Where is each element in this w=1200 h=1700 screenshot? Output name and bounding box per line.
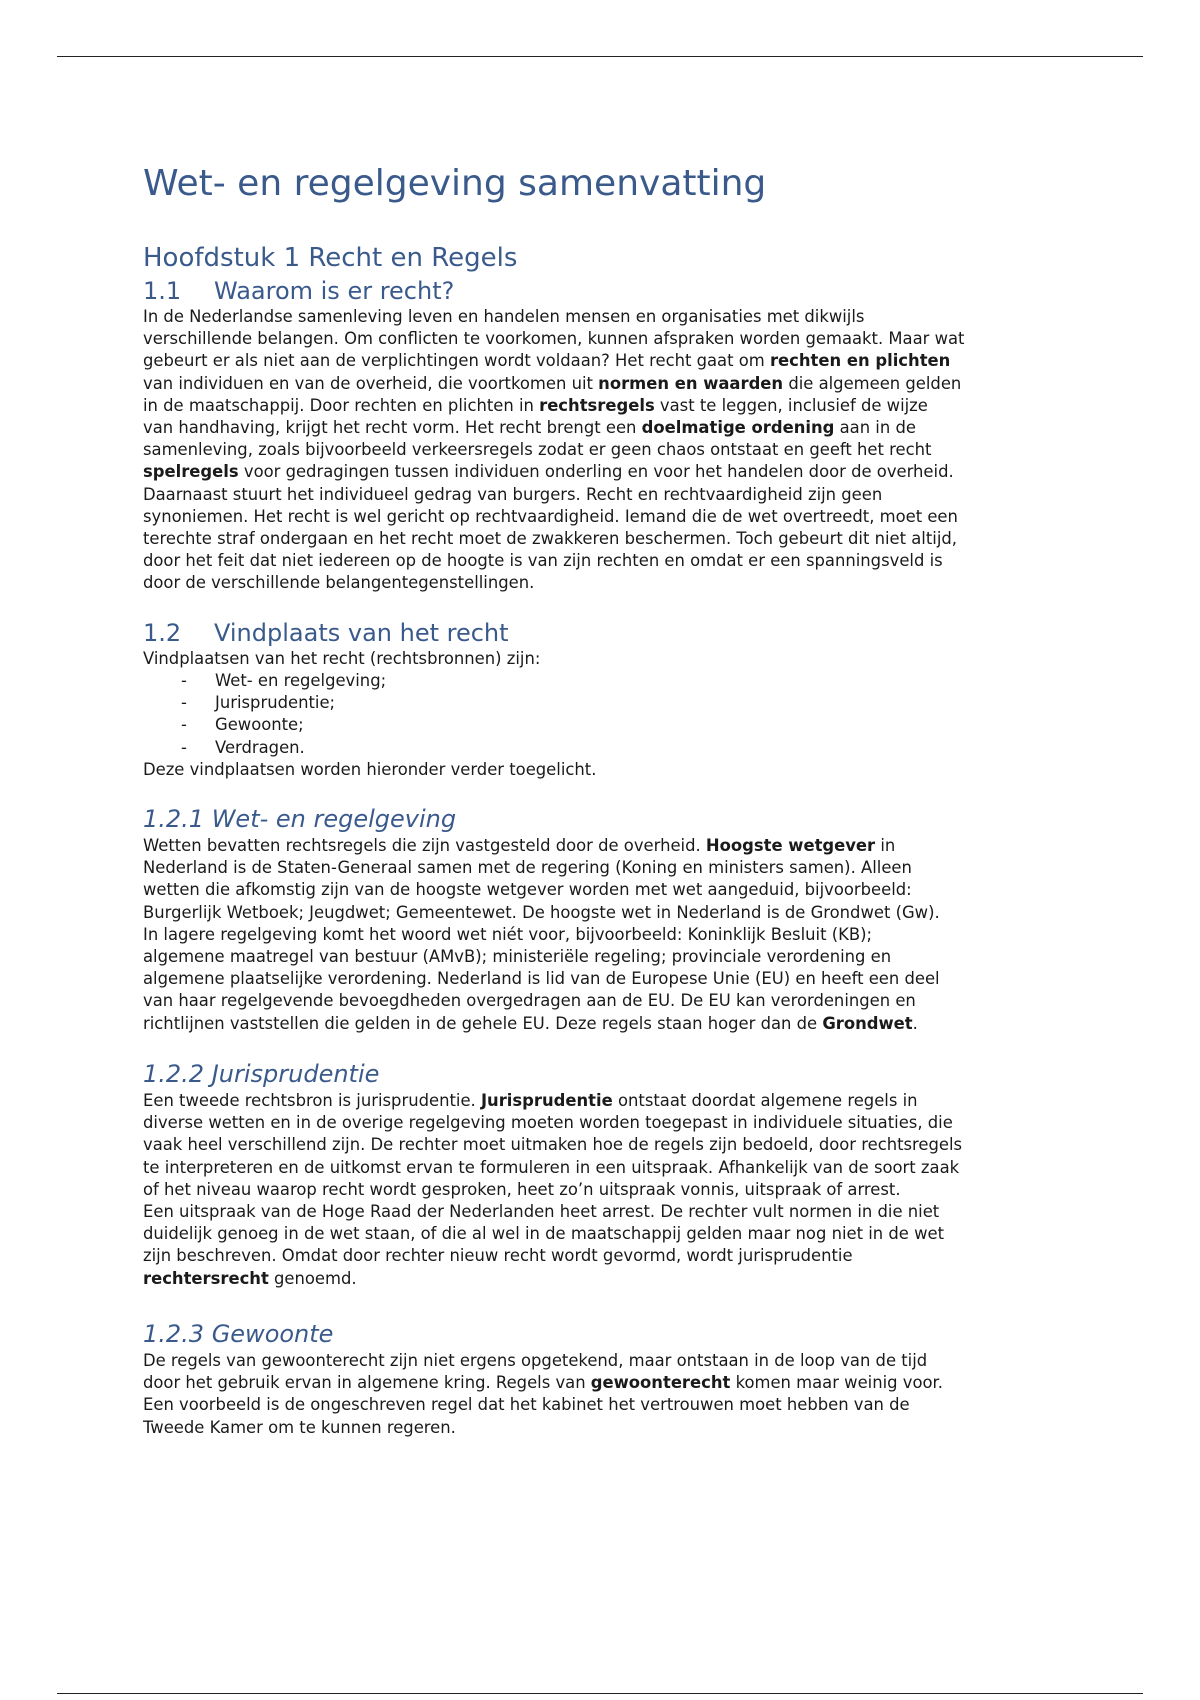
text-line: van handhaving, krijgt het recht vorm. Het recht brengt een doelmatige ordening aan in de [143,418,916,438]
text-line: Nederland is de Staten-Generaal samen met de regering (Koning en ministers samen). Alleen [143,858,912,878]
bullet-marker: - [181,693,187,713]
list-item [143,737,386,759]
text-line: gebeurt er als niet aan de verplichtingen wordt voldaan? Het recht gaat om rechten en plichten [143,351,951,371]
text-line: door het feit dat niet iedereen op de hoogte is van zijn rechten en omdat er een spanningsveld is [143,551,943,571]
text-line: In de Nederlandse samenleving leven en handelen mensen en organisaties met dikwijls [143,307,865,326]
text-line: door de verschillende belangentegenstellingen. [143,573,535,593]
paragraph-1-2-3 [143,1350,1058,1439]
list-item [143,692,386,714]
list-item-text: Gewoonte; [215,715,304,735]
list-item-text: Jurisprudentie; [215,693,336,713]
text-line: van haar regelgevende bevoegdheden overgedragen aan de EU. De EU kan verordeningen en [143,991,916,1011]
text-line: algemene maatregel van bestuur (AMvB); ministeriële regeling; provinciale verordening en [143,947,892,967]
chapter-heading: Hoofdstuk 1 Recht en Regels [143,243,518,273]
text-line: vaak heel verschillend zijn. De rechter moet uitmaken hoe de regels zijn bedoeld, door rechtsregels [143,1135,963,1155]
paragraph-1-1 [143,306,1058,595]
text-line: In lagere regelgeving komt het woord wet niét voor, bijvoorbeeld: Koninklijk Besluit (KB); [143,924,873,944]
bold-term: normen en waarden [598,373,784,393]
text-line: Daarnaast stuurt het individueel gedrag van burgers. Recht en rechtvaardigheid zijn geen [143,484,883,504]
subsection-heading-1-2-2: 1.2.2 Jurisprudentie [143,1060,380,1088]
bullet-marker: - [181,715,187,735]
text-line: wetten die afkomstig zijn van de hoogste wetgever worden met wet aangeduid, bijvoorbeeld: [143,880,912,900]
text-line: Een uitspraak van de Hoge Raad der Nederlanden heet arrest. De rechter vult normen in die niet [143,1202,940,1222]
bullet-marker: - [181,671,187,690]
text-line: te interpreteren en de uitkomst ervan te formuleren in een uitspraak. Afhankelijk van de soort zaak [143,1157,960,1177]
list-item-text: Wet- en regelgeving; [215,671,387,690]
bold-term: rechtersrecht [143,1268,269,1288]
subsection-heading-1-2-1: 1.2.1 Wet- en regelgeving [143,805,457,833]
text-line: in de maatschappij. Door rechten en plichten in rechtsregels vast te leggen, inclusief de wijze [143,395,928,415]
text-line: duidelijk genoeg in de wet staan, of die al wel in de maatschappij gelden maar nog niet in de wet [143,1224,944,1244]
paragraph-1-2-2 [143,1090,1058,1290]
text-line: Burgerlijk Wetboek; Jeugdwet; Gemeentewet. De hoogste wet in Nederland is de Grondwet (Gw). [143,902,940,922]
paragraph-1-2-intro: Vindplaatsen van het recht (rechtsbronnen) zijn: [143,649,541,668]
text-line: rechtersrecht genoemd. [143,1268,357,1288]
text-line: spelregels voor gedragingen tussen individuen onderling en voor het handelen door de overheid. [143,462,954,482]
text-line: Een tweede rechtsbron is jurisprudentie. Jurisprudentie ontstaat doordat algemene regels in [143,1091,918,1110]
bold-term: spelregels [143,462,239,482]
list-item-text: Verdragen. [215,737,305,757]
section-heading-1-1 [143,276,454,306]
section-heading-1-2 [143,618,509,648]
section-number: 1.1 [143,277,182,305]
bold-term: Grondwet [822,1013,913,1033]
section-title: Waarom is er recht? [214,277,455,305]
text-line: samenleving, zoals bijvoorbeeld verkeersregels zodat er geen chaos ontstaat en geeft het recht [143,440,932,460]
bullet-marker: - [181,737,187,757]
text-line: door het gebruik ervan in algemene kring. Regels van gewoonterecht komen maar weinig voor. [143,1373,943,1393]
bold-term: Hoogste wetgever [705,836,876,855]
text-line: synoniemen. Het recht is wel gericht op rechtvaardigheid. Iemand die de wet overtreedt, moet een [143,506,958,526]
paragraph-1-2-outro: Deze vindplaatsen worden hieronder verder toegelicht. [143,760,597,779]
section-title: Vindplaats van het recht [214,619,509,647]
list-item [143,670,386,692]
text-line: Tweede Kamer om te kunnen regeren. [143,1417,456,1437]
text-line: verschillende belangen. Om conflicten te voorkomen, kunnen afspraken worden gemaakt. Maar wat [143,329,965,349]
document-title: Wet- en regelgeving samenvatting [143,163,767,204]
footer-rule [57,1693,1143,1694]
subsection-heading-1-2-3: 1.2.3 Gewoonte [143,1320,334,1348]
bold-term: Jurisprudentie [480,1091,613,1110]
text-line: van individuen en van de overheid, die voortkomen uit normen en waarden die algemeen gelden [143,373,962,393]
text-line: richtlijnen vaststellen die gelden in de gehele EU. Deze regels staan hoger dan de Grondwet. [143,1013,918,1033]
sources-list [143,670,386,759]
list-item [143,714,386,736]
text-line: of het niveau waarop recht wordt gesproken, heet zo’n uitspraak vonnis, uitspraak of arrest. [143,1179,901,1199]
bold-term: doelmatige ordening [641,418,835,438]
bold-term: gewoonterecht [590,1373,731,1393]
bold-term: rechtsregels [539,395,655,415]
section-number: 1.2 [143,619,182,647]
text-line: algemene plaatselijke verordening. Nederland is lid van de Europese Unie (EU) en heeft een deel [143,969,940,989]
header-rule [57,56,1143,57]
text-line: diverse wetten en in de overige regelgeving moeten worden toegepast in individuele situaties, die [143,1113,953,1133]
text-line: terechte straf ondergaan en het recht moet de zwakkeren beschermen. Toch gebeurt dit niet altijd, [143,529,957,549]
paragraph-1-2-1 [143,835,1058,1035]
text-line: De regels van gewoonterecht zijn niet ergens opgetekend, maar ontstaan in de loop van de tijd [143,1351,928,1370]
text-line: Wetten bevatten rechtsregels die zijn vastgesteld door de overheid. Hoogste wetgever in [143,836,896,855]
text-line: Een voorbeeld is de ongeschreven regel dat het kabinet het vertrouwen moet hebben van de [143,1395,910,1415]
bold-term: rechten en plichten [769,351,951,371]
text-line: zijn beschreven. Omdat door rechter nieuw recht wordt gevormd, wordt jurisprudentie [143,1246,853,1266]
